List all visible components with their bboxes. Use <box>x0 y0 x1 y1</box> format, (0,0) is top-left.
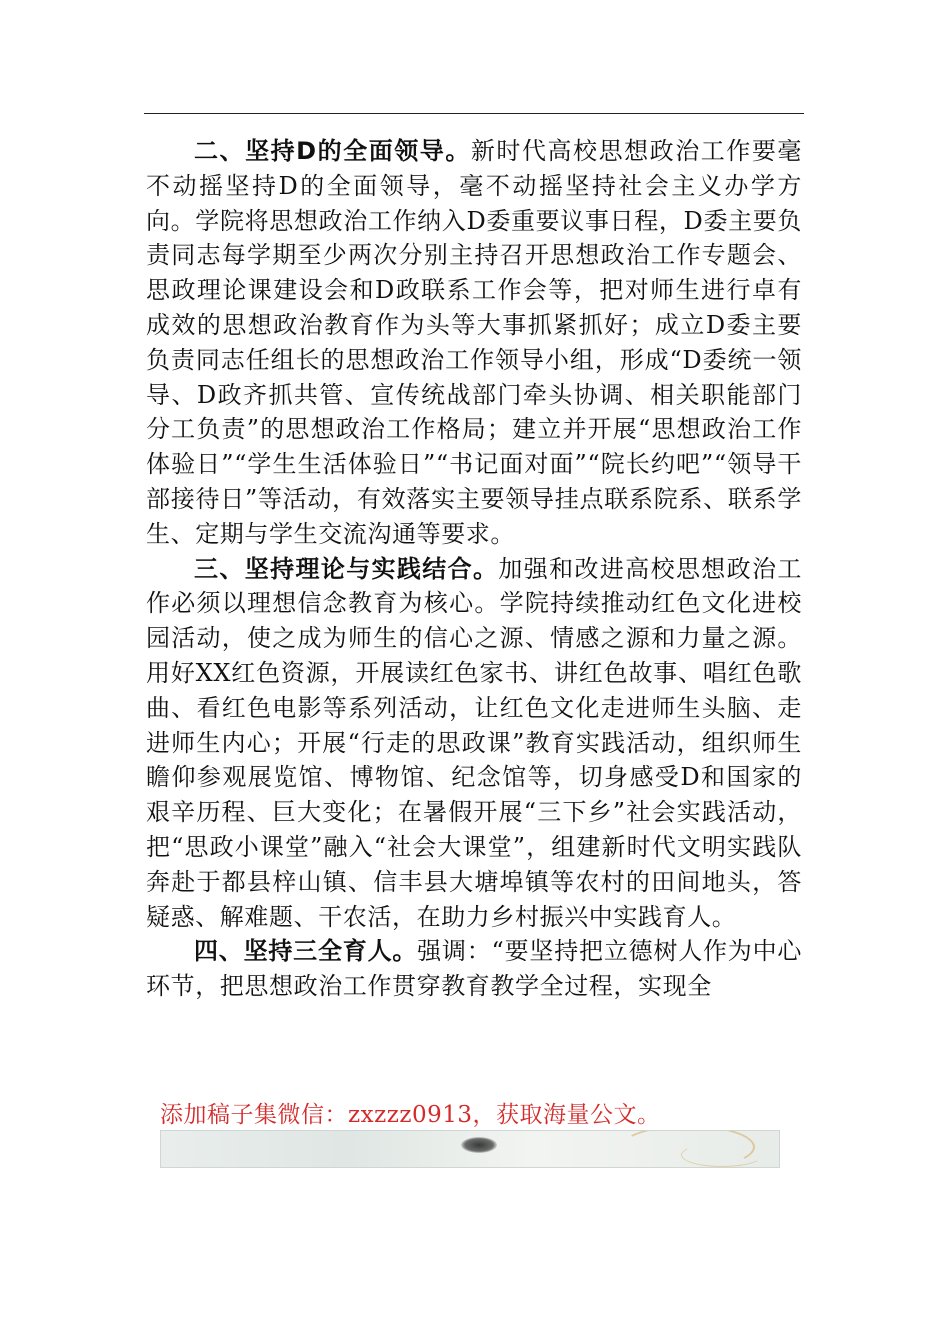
paragraph-heading: 三、坚持理论与实践结合。 <box>194 554 499 583</box>
paragraph-text: 加强和改进高校思想政治工作必须以理想信念教育为核心。学院持续推动红色文化进校园活动，使之成为师生的信心之源、情感之源和力量之源。用好XX红色资源，开展读红色家书、讲红色故事、唱红色歌曲、看红色电影等系列活动，让红色文化走进师生头脑、走进师生内心；开展“行走的思政课”教育实践活动，组织师生瞻仰参观展览馆、博物馆、纪念馆等，切身感受D和国家的艰辛历程、巨大变化；在暑假开展“三下乡”社会实践活动，把“思政小课堂”融入“社会大课堂”，组建新时代文明实践队奔赴于都县梓山镇、信丰县大塘埠镇等农村的田间地头，答疑惑、解难题、干农活，在助力乡村振兴中实践育人。 <box>146 554 803 931</box>
paragraph-leadership <box>146 134 802 552</box>
ink-blot-decoration <box>461 1137 497 1153</box>
paragraph-text: 新时代高校思想政治工作要毫不动摇坚持D的全面领导，毫不动摇坚持社会主义办学方向。学院将思想政治工作纳入D委重要议事日程，D委主要负责同志每学期至少两次分别主持召开思想政治工作专题会、思政理论课建设会和D政联系工作会等，把对师生进行卓有成效的思想政治教育作为头等大事抓紧抓好；成立D委主要负责同志任组长的思想政治工作领导小组，形成“D委统一领导、D政齐抓共管、宣传统战部门牵头协调、相关职能部门分工负责”的思想政治工作格局；建立并开展“思想政治工作体验日”“学生生活体验日”“书记面对面”“院长约吧”“领导干部接待日”等活动，有效落实主要领导挂点联系院系、联系学生、定期与学生交流沟通等要求。 <box>146 137 802 548</box>
document-body <box>146 134 802 1004</box>
paragraph-heading: 四、坚持三全育人。 <box>194 937 418 966</box>
swirl-decoration <box>681 1143 763 1167</box>
paragraph-three-all-education <box>146 934 802 1004</box>
decorative-banner-image <box>160 1130 780 1168</box>
paragraph-text: 强调：“要坚持把立德树人作为中心环节，把思想政治工作贯穿教育教学全过程，实现全 <box>146 937 802 1001</box>
paragraph-theory-practice <box>146 552 802 935</box>
footer-wechat-note: 添加稿子集微信：zxzzz0913，获取海量公文。 <box>160 1102 661 1128</box>
header-rule <box>144 113 804 114</box>
paragraph-heading: 二、坚持D的全面领导。 <box>194 137 471 165</box>
